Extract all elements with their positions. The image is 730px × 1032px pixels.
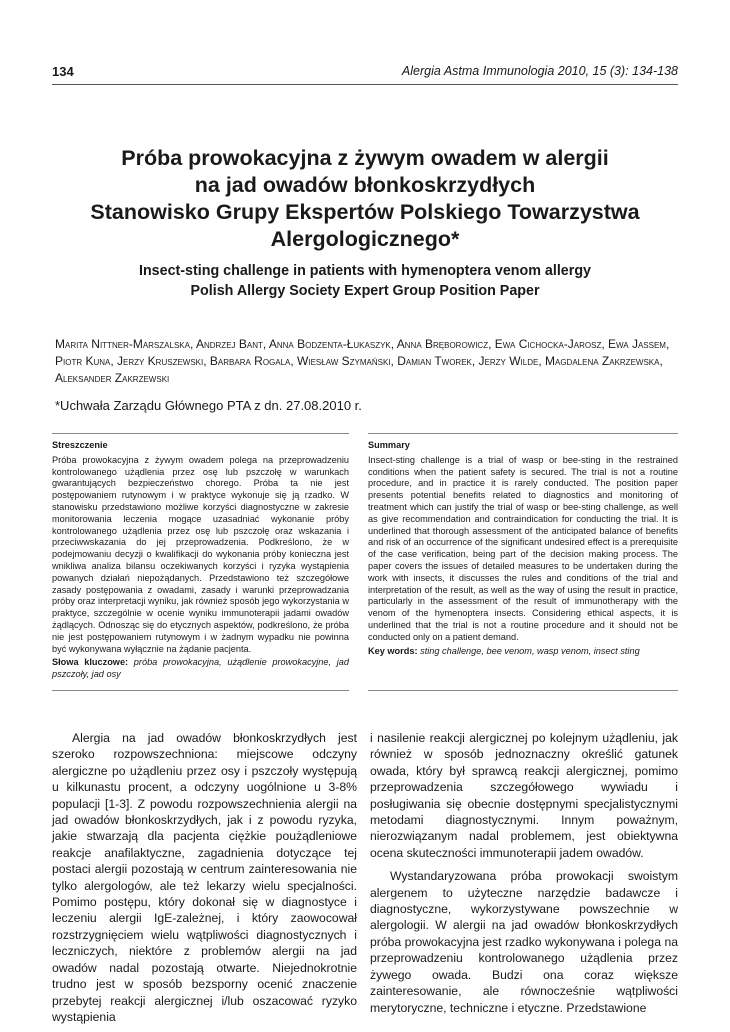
abstract-bottom-rule [52,690,349,691]
body-column-left [52,730,357,1032]
page-number: 134 [52,64,74,79]
title-line: na jad owadów błonkoskrzydłych [194,173,536,197]
abstract-bottom-rule [368,690,678,691]
abstract-top-rule [368,433,678,434]
abstract-text: Próba prowokacyjna z żywym owadem polega na przeprowadzeniu kontrolowanego użądlenia przez osę lub pszczołę w warunkach gwarantujących bezpieczeństwo chorego. Próba ta nie jest postępowaniem rutynowym i w praktyce wykonuje się ją rzadko. W stanowisku przedstawiono możliwe korzyści diagnostyczne w zakresie monitorowania leczenia mogące uzasadniać wykonanie próby kontrolowanego użądlenia przez osę lub pszczołę oraz wskazania i przeciwwskazania do jej przeprowadzenia. Podkreślono, że w podejmowaniu decyzji o kwalifikacji do wykonania próby konieczna jest wnikliwa analiza bilansu oczekiwanych korzyści i ryzyka wystąpienia powanych działań niepożądanych. Przedstawiono też szczegółowe zasady postępowania z owadami, zasady i warunki przeprowadzania próby oraz interpretacji wyniku, jak również sposób jego wykorzystania w praktyce, szczególnie w ocenie wyniku immunoterapii jadami owadów żądlących. Odnosząc się do etycznych aspektów, podkreślono, że próba nie jest postępowaniem rutynowym i w żadnym wypadku nie powinna być wykonywana wyłącznie na żądanie pacjenta. [52,454,349,654]
keywords-value: sting challenge, bee venom, wasp venom, insect sting [420,645,640,656]
header-rule [52,84,678,85]
body-paragraph: i nasilenie reakcji alergicznej po kolejnym użądleniu, jak również w sposób jednoznaczny określić gatunek owada, który był sprawcą reakcji alergicznej, pomimo przeprowadzenia szczegółowego wywiadu i posługiwania się obecnie dostępnymi specjalistycznymi metodami diagnostycznymi. Innym poważnym, nierozwiązanym nadal problemem, jest obiektywna ocena skuteczności immunoterapii jadem owadów. [370,731,678,860]
body-paragraph: Wystandaryzowana próba prowokacji swoistym alergenem to użyteczne narzędzie badawcze i diagnostyczne, wykorzystywane powszechnie w alergologii. W alergii na jad owadów błonkoskrzydłych próba prowokacyjna jest rzadko wykonywana i polega na przeprowadzeniu kontrolowanego użądlenia przez żywego owada. Budzi ona coraz większe zainteresowanie, ale równocześnie wątpliwości merytoryczne, techniczne i etyczne. Przedstawione [370,869,678,1015]
body-column-right [370,730,678,1023]
keywords [368,646,678,658]
abstract-top-rule [52,433,349,434]
subtitle-line: Polish Allergy Society Expert Group Position Paper [190,282,540,299]
abstract-polish [52,440,349,681]
english-title [52,262,678,301]
keywords-label: Słowa kluczowe: [52,657,129,668]
title-line: Stanowisko Grupy Ekspertów Polskiego Towarzystwa [90,200,640,224]
abstract-text: Insect-sting challenge is a trial of wasp or bee-sting in the restrained conditions when the patient safety is secured. The trial is not a routine procedure, and in practice it is rarely conducted. The position paper presents potential benefits related to diagnostics and monitoring of treatment which can justify the trial of wasp or bee-sting challenge, as well as give recommendation and contraindication for conducting the trial. It is underlined that thorough assessment of the anticipated balance of benefits and risk of an occurrence of the significant undesired effect is a prerequisite of the case verification, being part of the decision making process. The paper covers the issues of detailed measures to be undertaken during the work with insects, it discusses the rules and conditions of the trial and interpretation of the result, as well as the way of using the result in practice, particularly in the assessment of the result of immunotherapy with the venom of the hymenoptera insects. Considering ethical aspects, it is underlined that the trial is not a routine procedure and it should not be conducted only on a patient demand. [368,454,678,642]
article-title [52,145,678,253]
resolution-note: *Uchwała Zarządu Głównego PTA z dn. 27.08.2010 r. [55,398,362,413]
keywords-label: Key words: [368,645,418,656]
keywords-value: próba prowokacyjna, użądlenie prowokacyjne, jad pszczoły, jad osy [52,657,349,680]
keywords [52,657,349,681]
title-line: Alergologicznego* [270,227,460,251]
subtitle-line: Insect-sting challenge in patients with hymenoptera venom allergy [138,263,592,279]
journal-citation: Alergia Astma Immunologia 2010, 15 (3): 134-138 [401,64,678,78]
author-list: Marita Nittner-Marszalska, Andrzej Bant, Anna Bodzenta-Łukaszyk, Anna Bręborowicz, Ewa Cichocka-Jarosz, Ewa Jassem, Piotr Kuna, Jerzy Kruszewski, Barbara Rogala, Wiesław Szymański, Damian Tworek, Jerzy Wilde, Magdalena Zakrzewska, Aleksander Zakrzewski [55,337,670,385]
title-line: Próba prowokacyjna z żywym owadem w alergii [121,146,609,170]
abstract-heading: Streszczenie [52,440,108,450]
body-paragraph: Alergia na jad owadów błonkoskrzydłych jest szeroko rozpowszechniona: miejscowe odczyny alergiczne po użądleniu przez osy i pszczoły występują u kilkunastu procent, a odczyny uogólnione u 3-8% populacji [1-3]. Z powodu rozpowszechnienia alergii na jad owadów błonkoskrzydłych, jak i z powodu ryzyka, jakie stwarzają dla pacjenta ciężkie poużądleniowe reakcje anafilaktyczne, zagadnienia dotyczące tej postaci alergii pozostają w centrum zainteresowania nie tylko alergologów, ale też lekarzy wielu specjalności. Pomimo postępu, który dokonał się w diagnostyce i leczeniu alergii IgE-zależnej, i który zaowocował rozstrzygnięciem wielu wątpliwości diagnostycznych i leczniczych, niektóre z problemów alergii na jad owadów nadal pozostają otwarte. Niejednokrotnie trudno jest w sposób bezsporny ocenić znaczenie przebytej reakcji alergicznej i/lub oszacować ryzyko wystąpienia [52,731,357,1024]
abstract-heading: Summary [368,440,410,450]
abstract-english [368,440,678,657]
